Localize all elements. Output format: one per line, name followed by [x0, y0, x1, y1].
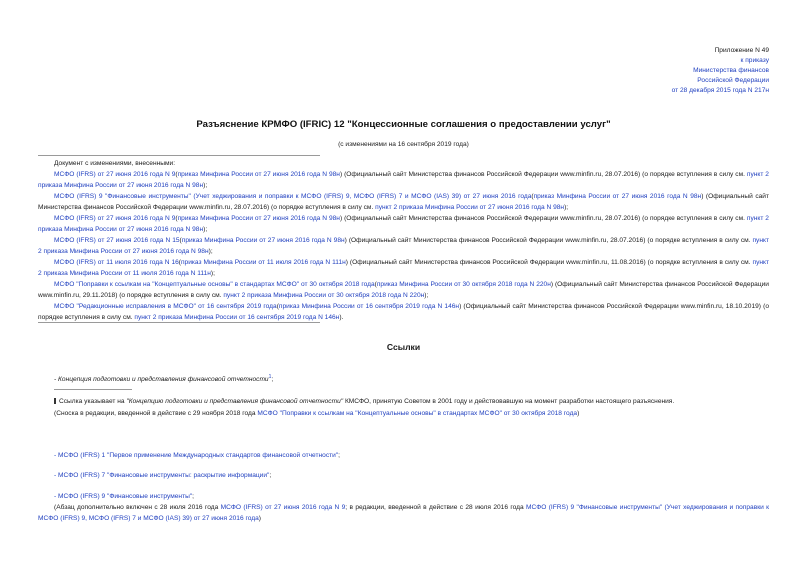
doc-change-link[interactable]: МСФО (IFRS) от 27 июня 2016 года N 9 [54, 171, 176, 178]
header-line-1: Приложение N 49 [714, 47, 769, 54]
reference-end: ; [338, 452, 341, 459]
note-link[interactable]: МСФО "Поправки к ссылкам на "Концептуальные основы" в стандартах МСФО" от 30 октября 2018 года [257, 410, 578, 417]
clause-link[interactable]: пункт 2 приказа Минфина России от 16 сентября 2019 года N 146н [134, 314, 340, 321]
clause-link[interactable]: пункт 2 приказа Минфина России от 27 июня 2016 года N 98н [38, 171, 769, 189]
doc-change-entry-7 [38, 301, 769, 323]
entry-end: ); [208, 248, 213, 255]
reference-link[interactable]: - МСФО (IFRS) 1 "Первое применение Международных стандартов финансовой отчетности" [54, 452, 339, 459]
entry-text: ) (Официальный сайт Министерства финансов Российской Федерации www.minfin.ru, 28.07.2016) (о порядке вступления в силу см. [38, 193, 769, 211]
order-link[interactable]: приказ Минфина России от 27 июня 2016 года N 98н [181, 237, 345, 244]
reference-end: ; [269, 472, 272, 479]
doc-change-link[interactable]: МСФО (IFRS) от 27 июня 2016 года N 15 [54, 237, 180, 244]
page-subtitle: (с изменениями на 16 сентября 2019 года) [338, 141, 469, 148]
doc-change-entry-4 [38, 235, 769, 257]
doc-change-link[interactable]: МСФО (IFRS) 9 "Финансовые инструменты" (Учет хеджирования и поправки к МСФО (IFRS) 9, МСФО (IFRS) 7 и МСФО (IAS) 39) от 27 июня 2016 года [54, 193, 532, 200]
footnote-part-3: КМСФО, принятую Советом в 2001 году и действовавшую на момент разработки настоящего разъяснения. [343, 398, 675, 405]
header-line-4[interactable]: Российской Федерации [697, 77, 769, 84]
entry-end: ); [203, 182, 208, 189]
entry-text: ) (Официальный сайт Министерства финансов Российской Федерации www.minfin.ru, 18.10.2019) (о порядке вступления в силу см. [38, 303, 769, 321]
bracket-text: ( [531, 193, 534, 200]
clause-link[interactable]: пункт 2 приказа Минфина России от 27 июня 2016 года N 98н [38, 215, 769, 233]
doc-change-link[interactable]: МСФО "Редакционные исправления в МСФО" от 16 сентября 2019 года [54, 303, 277, 310]
reference-item-4-note [38, 502, 769, 524]
doc-changes-intro: Документ с изменениями, внесенными: [54, 160, 176, 167]
doc-change-link[interactable]: МСФО "Поправки к ссылкам на "Концептуальные основы" в стандартах МСФО" от 30 октября 2018 года [54, 281, 375, 288]
reference-end: ; [271, 376, 274, 384]
reference-link[interactable]: - МСФО (IFRS) 9 "Финансовые инструменты" [54, 493, 193, 500]
entry-text: ) (Официальный сайт Министерства финансов Российской Федерации www.minfin.ru, 28.07.2016) (о порядке вступления в силу см. [344, 237, 753, 244]
doc-change-entry-6 [38, 279, 769, 301]
reference-end: ; [192, 493, 195, 500]
footnote-note [54, 408, 769, 419]
entry-end: ); [564, 204, 569, 211]
note-text-e: ) [258, 515, 261, 522]
reference-text: - Концепция подготовки и представления финансовой отчетности [54, 376, 269, 384]
note-text-c: ; в редакции, введенной в действие с 28 июля 2016 года [345, 504, 526, 511]
clause-link[interactable]: пункт 2 приказа Минфина России от 30 октября 2018 года N 220н [223, 292, 425, 299]
footnote-marker[interactable]: 1 [268, 374, 272, 380]
reference-item-4 [54, 491, 769, 502]
entry-end: ); [203, 226, 208, 233]
header-line-2[interactable]: к приказу [740, 57, 769, 64]
doc-change-link[interactable]: МСФО (IFRS) от 11 июля 2016 года N 16 [54, 259, 179, 266]
footnote-part-1: Ссылка указывает на [59, 398, 127, 405]
footnote-marker-glyph [54, 398, 56, 404]
clause-link[interactable]: пункт 2 приказа Минфина России от 27 июня 2016 года N 98н [38, 237, 769, 255]
reference-item-3 [54, 470, 769, 481]
doc-change-entry-5 [38, 257, 769, 279]
note-prefix: (Сноска в редакции, введенной в действие с 29 ноября 2018 года [54, 410, 258, 417]
footnote-text [54, 396, 769, 407]
doc-change-entry-3 [38, 213, 769, 235]
section-title: Ссылки [386, 342, 421, 352]
clause-link[interactable]: пункт 2 приказа Минфина России от 11 июля 2016 года N 111н [38, 259, 770, 277]
order-link[interactable]: приказ Минфина России от 30 октября 2018 года N 220н [376, 281, 551, 288]
entry-end: ); [210, 270, 215, 277]
bracket-text: ( [175, 215, 178, 222]
page-title: Разъяснение КРМФО (IFRIC) 12 "Концессионные соглашения о предоставлении услуг" [196, 119, 611, 130]
footnote-part-2: "Концепцию подготовки и представления финансовой отчетности" [126, 398, 344, 405]
order-link[interactable]: приказ Минфина России от 27 июня 2016 года N 98н [177, 215, 340, 222]
entry-text: ) (Официальный сайт Министерства финансов Российской Федерации www.minfin.ru, 28.07.2016) (о порядке вступления в силу см. [339, 215, 747, 222]
reference-item-2 [54, 450, 769, 461]
bracket-text: ( [276, 303, 279, 310]
entry-end: ); [424, 292, 429, 299]
order-link[interactable]: приказ Минфина России от 27 июня 2016 года N 98н [177, 171, 340, 178]
bracket-text: ( [179, 237, 182, 244]
reference-item-1 [54, 372, 754, 385]
footnote-divider [54, 389, 132, 390]
bracket-text: ( [175, 171, 178, 178]
note-link-d[interactable]: МСФО (IFRS) 9 "Финансовые инструменты" (Учет хеджирования и поправки к МСФО (IFRS) 9, МСФО (IFRS) 7 и МСФО (IAS) 39) от 27 июня 2016 года [38, 504, 769, 522]
bracket-text: ( [178, 259, 181, 266]
entry-end: ). [339, 314, 344, 321]
note-suffix: ) [577, 410, 580, 417]
note-text-a: (Абзац дополнительно включен с 28 июля 2016 года [54, 504, 221, 511]
doc-change-entry-1 [38, 169, 769, 191]
note-link-b[interactable]: МСФО (IFRS) от 27 июня 2016 года N 9 [220, 504, 346, 511]
order-link[interactable]: приказ Минфина России от 11 июля 2016 года N 111н [180, 259, 346, 266]
clause-link[interactable]: пункт 2 приказа Минфина России от 27 июня 2016 года N 98н [375, 204, 565, 211]
doc-change-link[interactable]: МСФО (IFRS) от 27 июня 2016 года N 9 [54, 215, 176, 222]
top-divider [38, 155, 320, 156]
header-line-3[interactable]: Министерства финансов [693, 67, 769, 74]
entry-text: ) (Официальный сайт Министерства финансов Российской Федерации www.minfin.ru, 28.07.2016) (о порядке вступления в силу см. [339, 171, 747, 178]
bracket-text: ( [374, 281, 377, 288]
entry-text: ) (Официальный сайт Министерства финансов Российской Федерации www.minfin.ru, 29.11.2018) (о порядке вступления в силу см. [38, 281, 769, 299]
header-line-5[interactable]: от 28 декабря 2015 года N 217н [671, 87, 769, 94]
entry-text: ) (Официальный сайт Министерства финансов Российской Федерации www.minfin.ru, 11.08.2016) (о порядке вступления в силу см. [345, 259, 753, 266]
bottom-divider [38, 322, 320, 323]
order-link[interactable]: приказ Минфина России от 27 июня 2016 года N 98н [533, 193, 702, 200]
order-link[interactable]: приказ Минфина России от 16 сентября 2019 года N 146н [278, 303, 460, 310]
doc-change-entry-2 [38, 191, 769, 213]
reference-link[interactable]: - МСФО (IFRS) 7 "Финансовые инструменты: раскрытие информации" [54, 472, 270, 479]
